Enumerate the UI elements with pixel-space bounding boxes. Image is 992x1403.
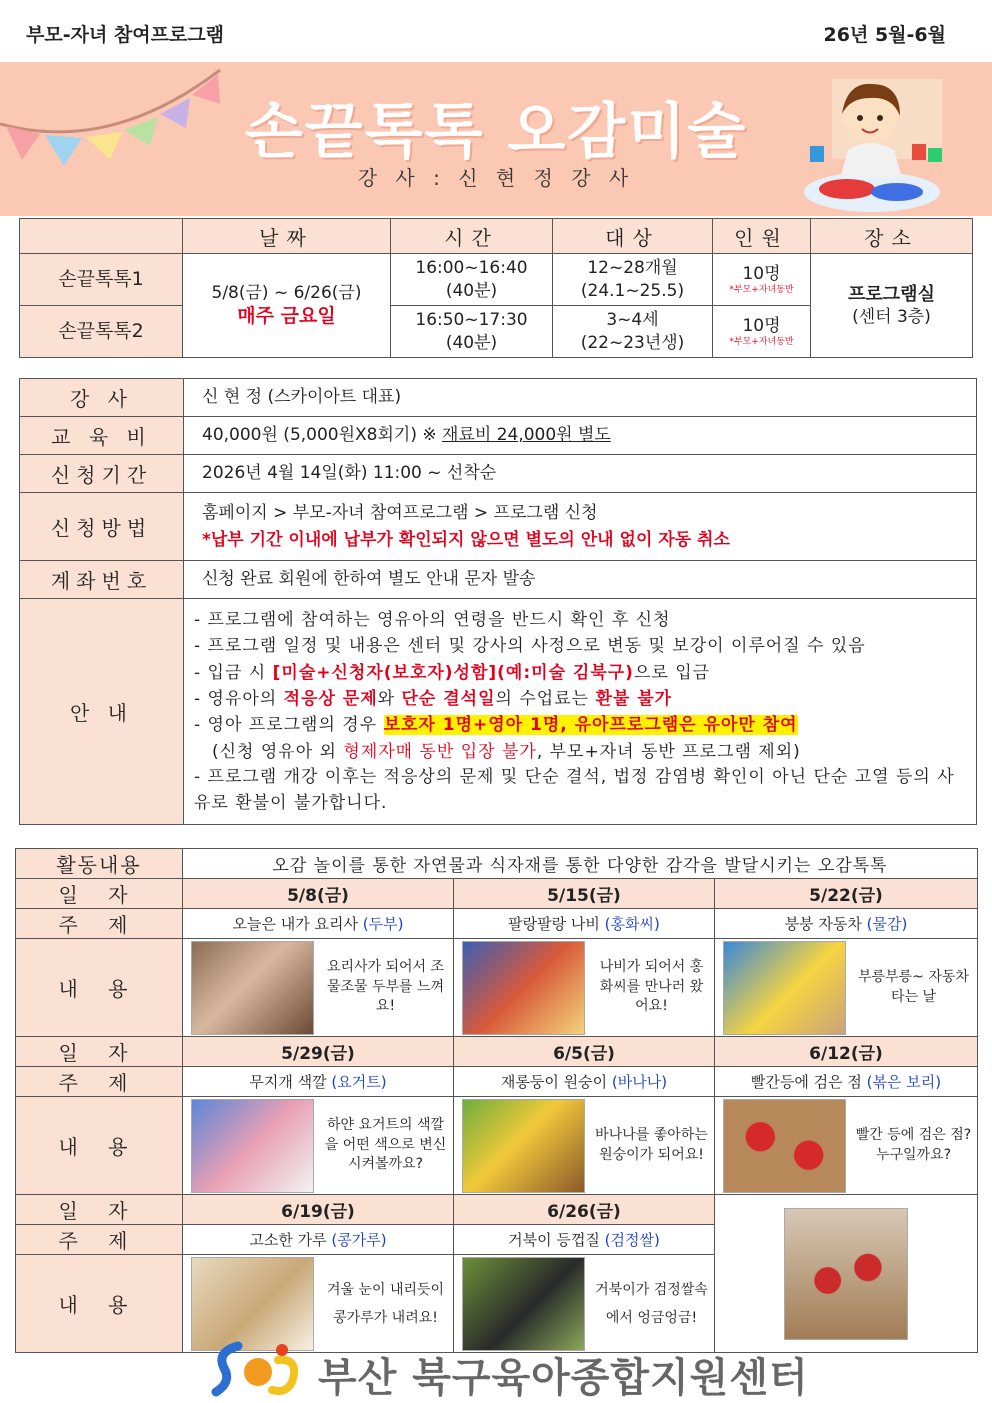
method-value: [184, 493, 977, 561]
session-desc: 바나나를 좋아하는 원숭이가 되어요!: [595, 1126, 708, 1163]
bean-powder-photo: [191, 1257, 314, 1351]
schedule-corner: [20, 219, 183, 254]
center-logo-icon: [208, 1338, 308, 1398]
program-name: 손끝톡톡1: [20, 254, 183, 306]
program-count: [713, 254, 811, 306]
activities-summary: 오감 놀이를 통한 자연물과 식자재를 통한 다양한 감각을 발달시키는 오감톡톡: [183, 849, 978, 879]
info-table: [19, 378, 977, 825]
banner: [0, 62, 992, 216]
method-path: 홈페이지 > 부모-자녀 참여프로그램 > 프로그램 신청: [202, 503, 598, 524]
notice-item: - 프로그램에 참여하는 영유아의 연령을 반드시 확인 후 신청: [194, 609, 671, 630]
program-count: [713, 306, 811, 358]
target-range: (24.1~25.5): [580, 280, 685, 301]
session-topic: 빨간등에 검은 점 (볶은 보리): [715, 1067, 978, 1097]
program-time: [391, 306, 553, 358]
session-date: 5/8(금): [183, 879, 454, 909]
time-range: 16:00~16:40: [415, 258, 528, 279]
notice-item: - 입금 시 [미술+신청자(보호자)성함](예:미술 김북구)으로 입금: [194, 662, 711, 683]
session-date: 6/5(금): [454, 1037, 715, 1067]
count-value: 10명: [742, 263, 781, 284]
period-value: 2026년 4월 14일(화) 11:00 ~ 선착순: [184, 455, 977, 493]
row-label-date: 일 자: [16, 1195, 183, 1225]
row-label-content: 내 용: [16, 1097, 183, 1195]
time-range: 16:50~17:30: [415, 310, 528, 331]
session-desc: 나비가 되어서 홍화씨를 만나러 왔어요!: [599, 959, 704, 1015]
session-content: [183, 939, 454, 1037]
row-label-topic: 주 제: [16, 909, 183, 939]
program-row: [20, 254, 973, 306]
row-label-topic: 주 제: [16, 1067, 183, 1097]
program-period: 26년 5월-6월: [823, 24, 946, 46]
target-range: (22~23년생): [580, 332, 685, 353]
session-desc: 하얀 요거트의 색깔을 어떤 색으로 변신시켜볼까요?: [324, 1117, 447, 1173]
row-label-date: 일 자: [16, 1037, 183, 1067]
session-content: [454, 1097, 715, 1195]
participation-highlight: 보호자 1명+영아 1명, 유아프로그램은 유아만 참여: [383, 715, 798, 736]
session-desc: 빨간 등에 검은 점? 누구일까요?: [855, 1126, 972, 1163]
top-strip: [0, 0, 992, 62]
place-name: 프로그램실: [848, 283, 935, 305]
notice-item: - 프로그램 일정 및 내용은 센터 및 강사의 사정으로 변동 및 보강이 이루어질 수 있음: [194, 636, 866, 657]
schedule-table: [19, 218, 973, 358]
session-desc: 요리사가 되어서 조물조물 두부를 느껴요!: [326, 959, 445, 1015]
footer: [0, 1338, 992, 1401]
center-name: 부산 북구육아종합지원센터: [318, 1355, 809, 1401]
time-length: (40분): [445, 332, 498, 353]
time-length: (40분): [445, 280, 498, 301]
extra-photo-cell: [715, 1195, 978, 1353]
turtle-rice-photo: [462, 1257, 585, 1351]
row-label-topic: 주 제: [16, 1225, 183, 1255]
session-topic: 오늘은 내가 요리사 (두부): [183, 909, 454, 939]
session-date: 5/22(금): [715, 879, 978, 909]
butterfly-play-photo: [462, 941, 585, 1035]
program-name: 손끝톡톡2: [20, 306, 183, 358]
activities-label: 활동내용: [16, 849, 183, 879]
session-content: [183, 1097, 454, 1195]
session-desc: 겨울 눈이 내리듯이 콩가루가 내려요!: [326, 1281, 445, 1326]
instructor-label: 강 사: [20, 379, 184, 417]
banner-subtitle: 강 사 : 신 현 정 강 사: [357, 166, 635, 190]
count-note: *부모+자녀동반: [729, 284, 794, 295]
date-note: 매주 금요일: [237, 305, 336, 328]
session-desc: 부릉부릉~ 자동차 타는 날: [858, 968, 969, 1005]
session-date: 5/29(금): [183, 1037, 454, 1067]
place-detail: (센터 3층): [852, 307, 931, 328]
program-target: [553, 306, 713, 358]
header-count: 인원: [713, 219, 811, 254]
target-age: 12~28개월: [587, 258, 678, 279]
session-date: 5/15(금): [454, 879, 715, 909]
session-topic: 팔랑팔랑 나비 (홍화씨): [454, 909, 715, 939]
child-painting-illustration: [802, 74, 952, 214]
notice-item: - 영아 프로그램의 경우 보호자 1명+영아 1명, 유아프로그램은 유아만 참여: [194, 715, 798, 736]
instructor-value: 신 현 정 (스카이아트 대표): [184, 379, 977, 417]
program-place: [811, 254, 973, 358]
ladybug-activity-photo: [784, 1208, 908, 1340]
row-label-date: 일 자: [16, 879, 183, 909]
session-topic: 재롱둥이 원숭이 (바나나): [454, 1067, 715, 1097]
account-value: 신청 완료 회원에 한하여 별도 안내 문자 발송: [184, 561, 977, 599]
activities-table: [15, 848, 978, 1353]
notice-list: [194, 607, 966, 816]
notice-value: [184, 599, 977, 825]
notice-item: - 영유아의 적응상 문제와 단순 결석일의 수업료는 환불 불가: [194, 689, 673, 709]
banner-title: 손끝톡톡 오감미술: [244, 97, 748, 167]
header-target: 대상: [553, 219, 713, 254]
method-label: 신청방법: [20, 493, 184, 561]
session-topic: 거북이 등껍질 (검정쌀): [454, 1225, 715, 1255]
header-date: 날짜: [183, 219, 391, 254]
count-value: 10명: [742, 315, 781, 336]
session-content: [454, 939, 715, 1037]
fee-label: 교 육 비: [20, 417, 184, 455]
program-target: [553, 254, 713, 306]
account-label: 계좌번호: [20, 561, 184, 599]
target-age: 3~4세: [606, 310, 659, 331]
period-label: 신청기간: [20, 455, 184, 493]
yogurt-play-photo: [191, 1099, 314, 1193]
program-date: [183, 254, 391, 358]
deposit-format: [미술+신청자(보호자)성함](예:미술 김북구): [272, 662, 634, 683]
header-time: 시간: [391, 219, 553, 254]
session-date: 6/12(금): [715, 1037, 978, 1067]
session-topic: 무지개 색깔 (요거트): [183, 1067, 454, 1097]
session-topic: 고소한 가루 (콩가루): [183, 1225, 454, 1255]
row-label-content: 내 용: [16, 939, 183, 1037]
count-note: *부모+자녀동반: [729, 336, 794, 347]
notice-label: 안 내: [20, 599, 184, 825]
tofu-play-photo: [191, 941, 314, 1035]
session-content: [715, 1097, 978, 1195]
method-warning: *납부 기간 이내에 납부가 확인되지 않으면 별도의 안내 없이 자동 취소: [202, 529, 730, 550]
fee-amount: 40,000원 (5,000원X8회기) ※: [202, 425, 443, 446]
date-range: 5/8(금) ~ 6/26(금): [211, 283, 362, 304]
session-desc: 거북이가 검정쌀속에서 엉금엉금!: [595, 1281, 708, 1326]
ladybug-photo: [723, 1099, 846, 1193]
row-label-content: 내 용: [16, 1255, 183, 1353]
monkey-illustration-photo: [462, 1099, 585, 1193]
session-topic: 붕붕 자동차 (물감): [715, 909, 978, 939]
header-place: 장소: [811, 219, 973, 254]
fee-value: [184, 417, 977, 455]
session-content: [715, 939, 978, 1037]
toy-car-photo: [723, 941, 846, 1035]
program-category: 부모-자녀 참여프로그램: [26, 24, 225, 46]
session-date: 6/19(금): [183, 1195, 454, 1225]
session-date: 6/26(금): [454, 1195, 715, 1225]
program-time: [391, 254, 553, 306]
notice-item: (신청 영유아 외 형제자매 동반 입장 불가, 부모+자녀 동반 프로그램 제외): [212, 741, 801, 762]
notice-item: - 프로그램 개강 이후는 적응상의 문제 및 단순 결석, 법정 감염병 확인이 아닌 단순 고열 등의 사유로 환불이 불가합니다.: [194, 767, 955, 813]
fee-material: 재료비 24,000원 별도: [442, 425, 611, 446]
